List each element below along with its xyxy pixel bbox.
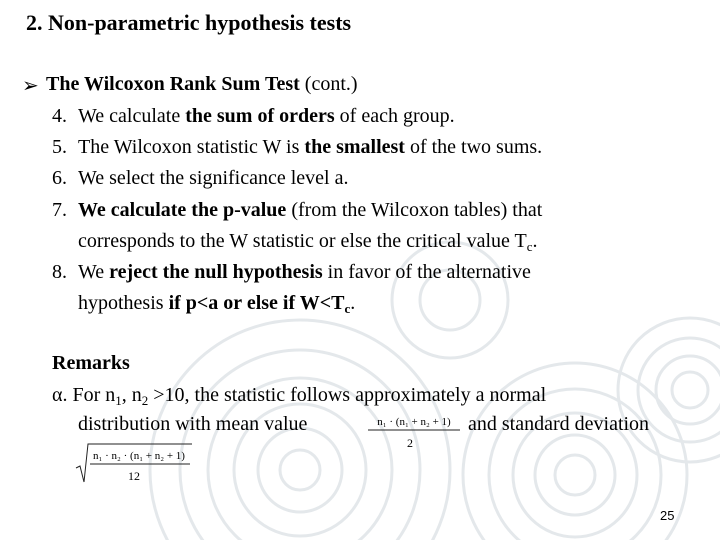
step-8-text — [78, 261, 531, 283]
step-text-run: of the two sums. — [404, 136, 543, 158]
remarks-line-2-right: and standard deviation — [468, 413, 650, 435]
step-4-text — [78, 105, 455, 127]
remarks-line-2-left: distribution with mean value — [78, 413, 308, 435]
step-text-run: of each group. — [334, 105, 455, 127]
step-text-run: We — [78, 261, 110, 283]
step-6-text — [78, 167, 348, 189]
step-5: 5. The Wilcoxon statistic W is the smallest of the two sums. — [52, 136, 543, 158]
mean-formula — [364, 410, 464, 454]
remarks-heading: Remarks — [52, 352, 130, 374]
step-text-run: The Wilcoxon statistic W is — [78, 136, 305, 158]
step-text-run: (from the Wilcoxon tables) that — [286, 199, 543, 221]
sd-formula — [74, 440, 194, 486]
remarks-line-1: α. For $n_1$, $n_2 >10$, the statistic follows approximately a normal — [52, 384, 547, 408]
emphasized-text: the smallest — [304, 136, 405, 158]
emphasized-text: reject the null hypothesis — [109, 261, 323, 283]
step-8-continuation: hypothesis if p<a or else if $W<T_c$. — [78, 292, 356, 316]
mean-formula-denominator: 2 — [407, 436, 413, 450]
step-text-run: in favor of the alternative — [322, 261, 531, 283]
step-text-run: We select the significance level a. — [78, 167, 349, 189]
step-4: 4. We calculate the sum of orders of each group. — [52, 105, 455, 127]
step-7-text — [78, 199, 542, 221]
step-5-text — [78, 136, 542, 158]
mean-formula-numerator: n₁ · (n₁ + n₂ + 1) — [377, 416, 451, 428]
slide-title: 2. Non-parametric hypothesis tests — [26, 10, 352, 35]
arrow-bullet-icon: ➢ — [22, 75, 39, 97]
step-7: 7. We calculate the p-value (from the Wilcoxon tables) that — [52, 199, 543, 221]
step-7-continuation: corresponds to the W statistic or else the critical value $T_c$. — [78, 230, 538, 254]
emphasized-text: We calculate the p-value — [78, 199, 287, 221]
step-text-run: We calculate — [78, 105, 186, 127]
step-8: 8. We reject the null hypothesis in favor of the alternative — [52, 261, 531, 283]
page-number: 25 — [660, 508, 675, 523]
emphasized-text: the sum of orders — [185, 105, 335, 127]
sd-formula-numerator: n₁ · n₂ · (n₁ + n₂ + 1) — [93, 450, 185, 462]
step-6: 6. We select the significance level a. — [52, 167, 349, 189]
sd-formula-denominator: 12 — [128, 469, 140, 483]
bullet-heading: The Wilcoxon Rank Sum Test (cont.) — [46, 73, 358, 95]
